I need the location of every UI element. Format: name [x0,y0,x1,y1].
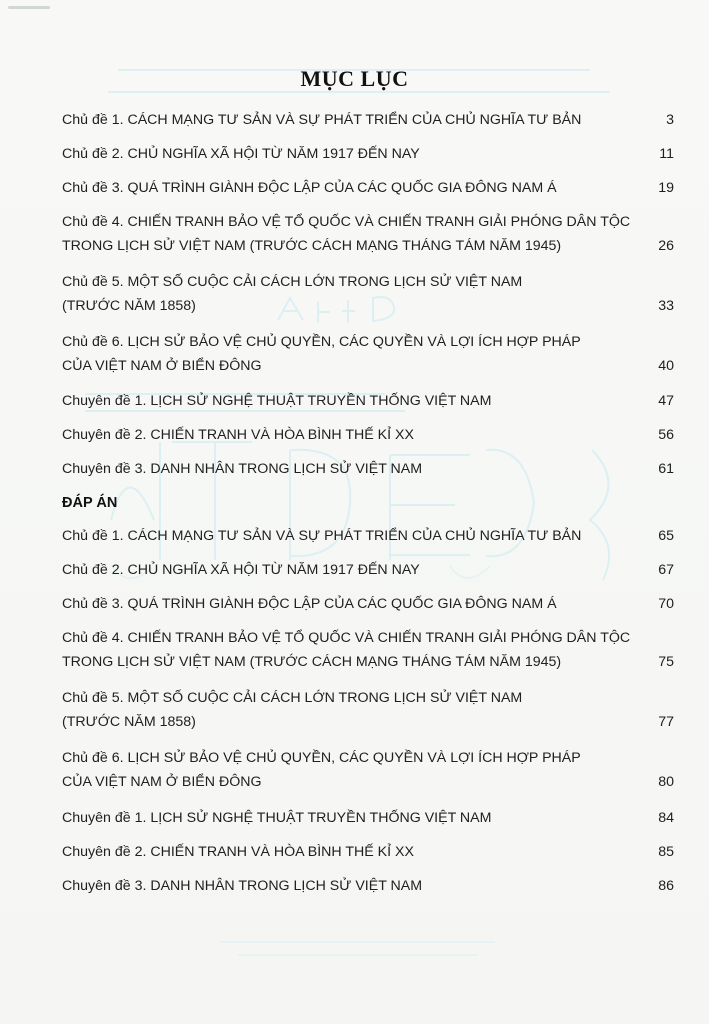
answer-entry [62,626,674,674]
answer-entry [62,686,674,734]
answer-entry [62,524,674,548]
answer-entry [62,840,674,864]
answer-entry-line-1: Chủ đề 4. CHIẾN TRANH BẢO VỆ TỔ QUỐC VÀ CHIẾN TRANH GIẢI PHÓNG DÂN TỘC [62,630,631,646]
toc-page-number: 11 [659,146,674,162]
answer-entry-text: Chủ đề 2. CHỦ NGHĨA XÃ HỘI TỪ NĂM 1917 ĐẾN NAY [62,562,420,578]
answer-page-number: 80 [658,774,674,790]
toc-entry-line-2: CỦA VIỆT NAM Ở BIỂN ĐÔNG [62,358,262,374]
answer-entry [62,874,674,898]
toc-entry [62,330,674,378]
toc-page-number: 19 [658,180,674,196]
answer-page-number: 67 [658,562,674,578]
answer-entry-line-2: CỦA VIỆT NAM Ở BIỂN ĐÔNG [62,774,262,790]
toc-entry-text: Chuyên đề 1. LỊCH SỬ NGHỆ THUẬT TRUYỀN THỐNG VIỆT NAM [62,393,492,409]
toc-entry-text: Chuyên đề 2. CHIẾN TRANH VÀ HÒA BÌNH THẾ KỈ XX [62,427,414,443]
answer-entry [62,746,674,794]
answer-entry-line-1: Chủ đề 5. MỘT SỐ CUỘC CẢI CÁCH LỚN TRONG LỊCH SỬ VIỆT NAM [62,690,523,706]
toc-page-number: 26 [658,238,674,254]
toc-page-number: 33 [658,298,674,314]
toc-entry [62,108,674,132]
toc-entry [62,423,674,447]
answer-entry [62,558,674,582]
toc-page-number: 56 [658,427,674,443]
toc-entry [62,457,674,481]
answer-page-number: 77 [658,714,674,730]
toc-entry-text: Chuyên đề 3. DANH NHÂN TRONG LỊCH SỬ VIỆT NAM [62,461,423,477]
toc-entry-line-2: (TRƯỚC NĂM 1858) [62,298,196,314]
toc-entry [62,142,674,166]
toc-entry-line-1: Chủ đề 5. MỘT SỐ CUỘC CẢI CÁCH LỚN TRONG LỊCH SỬ VIỆT NAM [62,274,523,290]
answer-entry-text: Chuyên đề 2. CHIẾN TRANH VÀ HÒA BÌNH THẾ KỈ XX [62,844,414,860]
toc-entry-line-2: TRONG LỊCH SỬ VIỆT NAM (TRƯỚC CÁCH MẠNG THÁNG TÁM NĂM 1945) [62,238,562,254]
answer-entry-text: Chủ đề 3. QUÁ TRÌNH GIÀNH ĐỘC LẬP CỦA CÁC QUỐC GIA ĐÔNG NAM Á [62,596,557,612]
answer-page-number: 70 [658,596,674,612]
answer-page-number: 65 [658,528,674,544]
toc-entry-line-1: Chủ đề 4. CHIẾN TRANH BẢO VỆ TỔ QUỐC VÀ CHIẾN TRANH GIẢI PHÓNG DÂN TỘC [62,214,631,230]
toc-entry-text: Chủ đề 1. CÁCH MẠNG TƯ SẢN VÀ SỰ PHÁT TRIỂN CỦA CHỦ NGHĨA TƯ BẢN [62,112,582,128]
toc-page-number: 3 [666,112,674,128]
toc-page-number: 40 [658,358,674,374]
toc-entry-text: Chủ đề 3. QUÁ TRÌNH GIÀNH ĐỘC LẬP CỦA CÁC QUỐC GIA ĐÔNG NAM Á [62,180,557,196]
toc-entry [62,210,674,258]
answer-entry-line-2: TRONG LỊCH SỬ VIỆT NAM (TRƯỚC CÁCH MẠNG THÁNG TÁM NĂM 1945) [62,654,562,670]
answer-page-number: 86 [658,878,674,894]
answers-heading: ĐÁP ÁN [62,495,118,511]
answer-entry-text: Chuyên đề 3. DANH NHÂN TRONG LỊCH SỬ VIỆT NAM [62,878,423,894]
answer-page-number: 75 [658,654,674,670]
toc-entry-text: Chủ đề 2. CHỦ NGHĨA XÃ HỘI TỪ NĂM 1917 ĐẾN NAY [62,146,420,162]
answer-page-number: 84 [658,810,674,826]
answer-page-number: 85 [658,844,674,860]
toc-page-number: 47 [658,393,674,409]
toc-entry [62,389,674,413]
answer-entry-text: Chuyên đề 1. LỊCH SỬ NGHỆ THUẬT TRUYỀN THỐNG VIỆT NAM [62,810,492,826]
answer-entry [62,592,674,616]
toc-page-number: 61 [658,461,674,477]
answer-entry-text: Chủ đề 1. CÁCH MẠNG TƯ SẢN VÀ SỰ PHÁT TRIỂN CỦA CHỦ NGHĨA TƯ BẢN [62,528,582,544]
toc-entry [62,270,674,318]
answer-entry-line-1: Chủ đề 6. LỊCH SỬ BẢO VỆ CHỦ QUYỀN, CÁC QUYỀN VÀ LỢI ÍCH HỢP PHÁP [62,750,581,766]
answer-entry [62,806,674,830]
toc-entry [62,176,674,200]
toc-entry-line-1: Chủ đề 6. LỊCH SỬ BẢO VỆ CHỦ QUYỀN, CÁC QUYỀN VÀ LỢI ÍCH HỢP PHÁP [62,334,581,350]
answer-entry-line-2: (TRƯỚC NĂM 1858) [62,714,196,730]
page-title: MỤC LỤC [300,66,409,91]
